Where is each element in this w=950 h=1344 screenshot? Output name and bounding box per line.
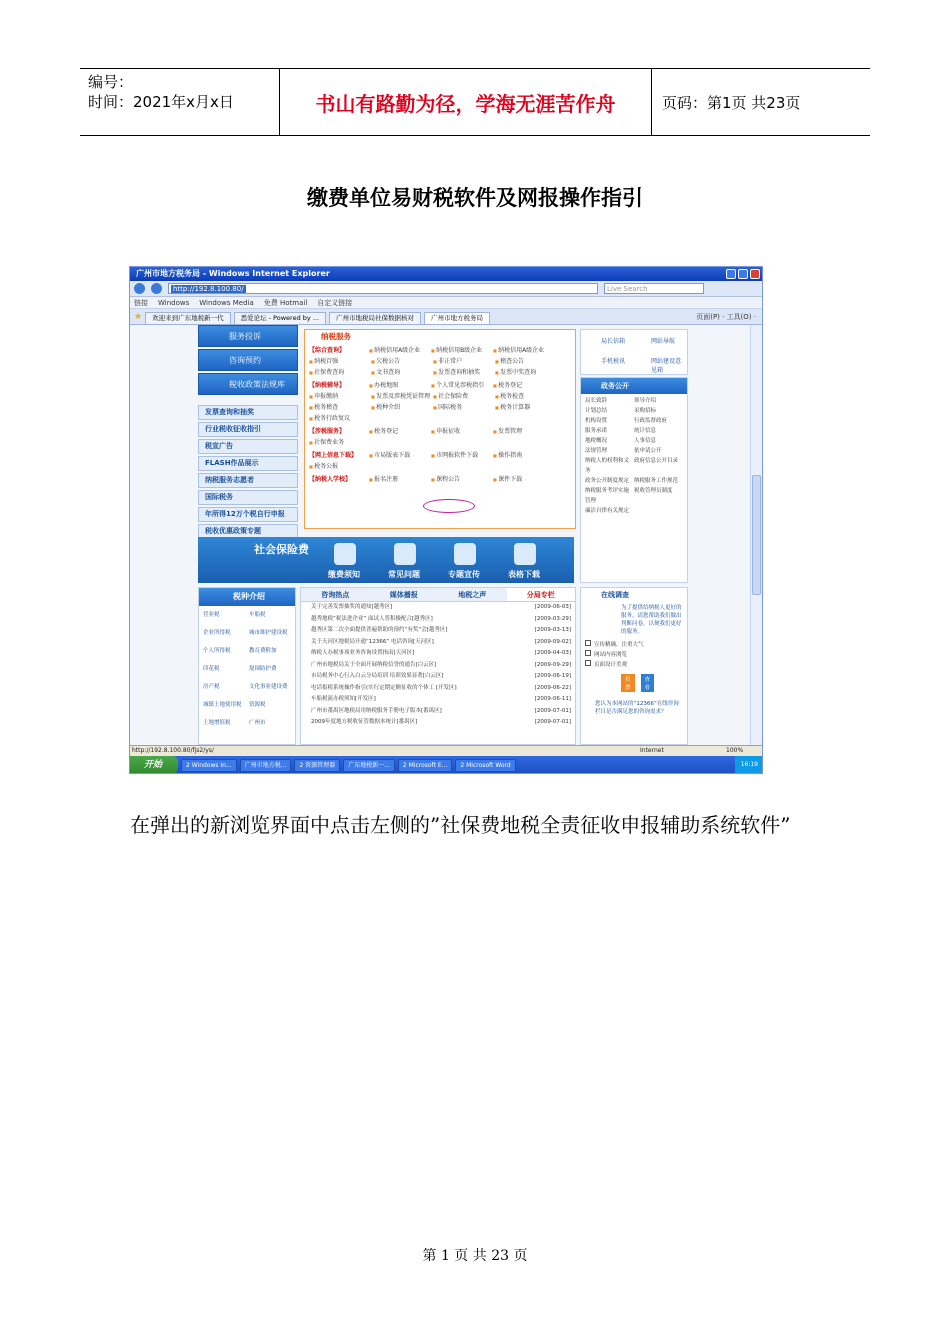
- service-link[interactable]: ■ 申报征收: [431, 426, 493, 437]
- service-link[interactable]: ■ 文书查询: [371, 367, 433, 378]
- tax-type-link[interactable]: 个人所得税: [203, 648, 231, 654]
- news-item[interactable]: [301, 694, 575, 706]
- survey-footer[interactable]: 您认为本网站的“12366”在线咨询栏目是否满足您的咨询需求？: [595, 701, 679, 715]
- gov-affairs-link[interactable]: 纳税服务考评实施管理: [585, 488, 630, 504]
- service-title: 纳税服务: [321, 332, 351, 341]
- search-input[interactable]: Live Search: [604, 283, 704, 294]
- service-link[interactable]: ■ 税务检查: [495, 391, 557, 402]
- browser-tab[interactable]: 欢迎来到广东地税新一代: [145, 312, 231, 324]
- news-tab[interactable]: 咨询热点: [321, 591, 350, 599]
- service-link[interactable]: ■ 纳税信用A级企业: [493, 345, 555, 356]
- checkbox[interactable]: [585, 640, 591, 646]
- news-item[interactable]: [301, 602, 575, 614]
- status-bar: [130, 745, 763, 756]
- gov-affairs-panel: [580, 377, 688, 583]
- gov-affairs-link[interactable]: 计划总结: [585, 408, 608, 414]
- gov-affairs-link[interactable]: 法规管理: [585, 448, 608, 454]
- survey-option-label: 页面设计美观: [594, 662, 628, 668]
- site-nav-link[interactable]: 网站导航: [651, 338, 676, 345]
- left-button[interactable]: 税收政策法规库: [198, 373, 298, 395]
- news-date: [2009-09-02]: [534, 638, 571, 645]
- survey-option[interactable]: [585, 650, 683, 660]
- service-category: 【网上信息下载】: [309, 452, 358, 459]
- tax-type-link[interactable]: 广州市: [249, 720, 266, 726]
- tax-type-link[interactable]: 印花税: [203, 666, 220, 672]
- address-bar-row: [130, 281, 762, 297]
- service-link[interactable]: ■ 纳税信用B级企业: [431, 345, 493, 356]
- tools-menu[interactable]: 页面(P) · 工具(O) ·: [696, 313, 756, 321]
- tax-types-panel: [198, 587, 296, 745]
- news-title[interactable]: 电话报税系统操作指引(实行定期定额征收的个体工 [开发区]: [311, 684, 457, 691]
- news-date: [2009-06-22]: [534, 684, 571, 691]
- header-page-info: 页码：第1页 共23页: [662, 93, 801, 112]
- maximize-icon[interactable]: [738, 269, 748, 279]
- left-menu-item[interactable]: FLASH作品展示: [198, 456, 298, 471]
- gov-affairs-link[interactable]: 服务承诺: [585, 428, 608, 434]
- browser-tab[interactable]: 广州市地税局社保数据核对: [329, 312, 421, 324]
- news-date: [2009-07-01]: [534, 707, 571, 714]
- system-clock: 16:19: [735, 756, 763, 774]
- instruction-paragraph: 在弹出的新浏览界面中点击左侧的”社保费地税全责征收申报辅助系统软件”: [130, 813, 791, 837]
- service-link[interactable]: ■ 报名注册: [369, 474, 431, 485]
- mobile-link[interactable]: 手机税讯: [601, 358, 626, 365]
- browser-tab[interactable]: 广州市地方税务局: [424, 312, 490, 324]
- taskbar-item[interactable]: 2 Microsoft Word: [455, 759, 515, 772]
- service-category: 【综合查询】: [309, 347, 346, 354]
- service-link[interactable]: ■ 操作指南: [493, 450, 555, 461]
- service-link[interactable]: ■ 发票中奖查询: [495, 367, 557, 378]
- gov-affairs-link[interactable]: 纳税人的权利和义务: [585, 458, 630, 474]
- service-link[interactable]: ■ 国际税务: [433, 402, 495, 413]
- banner-title: 社会保险费: [254, 543, 309, 556]
- browser-screenshot: [129, 266, 763, 774]
- number-label: 编号：: [88, 73, 134, 91]
- window-title: 广州市地方税务局 - Windows Internet Explorer: [136, 269, 330, 278]
- news-panel: [300, 587, 576, 745]
- gov-affairs-link[interactable]: 机构设置: [585, 418, 608, 424]
- service-link[interactable]: ■ 个人常见涉税指引: [431, 380, 493, 391]
- service-row: [305, 449, 575, 473]
- page-footer: 第 1 页 共 23 页: [422, 1248, 528, 1264]
- suggestion-link[interactable]: 网站建设意见箱: [651, 358, 682, 374]
- taskbar: [130, 756, 763, 774]
- gov-affairs-link[interactable]: 采购招标: [634, 408, 657, 414]
- link-item[interactable]: Windows: [158, 298, 190, 307]
- service-link[interactable]: ■ 税务公报: [309, 461, 371, 472]
- news-date: [2009-06-03]: [534, 604, 571, 610]
- news-title[interactable]: 车船税流办税须知[开发区]: [311, 696, 376, 702]
- service-row: [305, 425, 575, 449]
- status-zone: Internet: [640, 747, 664, 754]
- checkbox[interactable]: [585, 650, 591, 656]
- tab-bar: [130, 309, 762, 325]
- service-link[interactable]: ■ 社保费查询: [309, 367, 371, 378]
- tax-type-link[interactable]: 堤围防护费: [249, 666, 277, 672]
- browser-tab[interactable]: 悉爱论坛 - Powered by ...: [234, 312, 326, 324]
- service-link[interactable]: ■ 稽查公告: [495, 356, 557, 367]
- link-item[interactable]: 链接: [134, 298, 148, 307]
- gov-affairs-link[interactable]: 地税概况: [585, 438, 608, 444]
- tax-types-title: 税种介绍: [199, 588, 295, 606]
- news-title[interactable]: 纳税人办税事项业务咨询设置指南[天河区]: [311, 650, 415, 656]
- taskbar-item[interactable]: 2 Windows In...: [181, 759, 237, 772]
- banner-link-faq[interactable]: 常见问题: [388, 570, 420, 579]
- service-link[interactable]: ■ 申报缴纳: [309, 391, 371, 402]
- service-link[interactable]: ■ 纳税百强: [309, 356, 371, 367]
- news-date: [2009-03-13]: [534, 627, 571, 633]
- tax-type-link[interactable]: 文化事业建设费: [249, 684, 288, 690]
- address-input[interactable]: http://192.8.100.80/: [168, 283, 598, 294]
- service-link[interactable]: ■ 税种介绍: [371, 402, 433, 413]
- news-title[interactable]: 2009年度地方税收征管数据本统计[番禺区]: [311, 719, 418, 725]
- service-link[interactable]: ■ 发票管理: [493, 426, 555, 437]
- survey-option-label: 网站内容浏览: [594, 652, 628, 658]
- vote-button[interactable]: 投票: [621, 674, 635, 692]
- header-meta: [80, 69, 280, 135]
- service-link[interactable]: ■ 市局版表下载: [369, 450, 431, 461]
- news-item[interactable]: [301, 683, 575, 695]
- service-link[interactable]: ■ 社会保险费: [433, 391, 495, 402]
- left-column: [198, 325, 298, 539]
- gov-affairs-link[interactable]: 政府信息公开目录: [634, 458, 679, 464]
- service-link[interactable]: ■ 市网报软件下载: [431, 450, 493, 461]
- banner-link-notice[interactable]: 缴费须知: [328, 570, 360, 579]
- monitor-icon: [394, 543, 416, 565]
- back-icon[interactable]: [134, 283, 145, 294]
- start-button[interactable]: 开始: [130, 756, 178, 774]
- gov-affairs-link[interactable]: 局长致辞: [585, 398, 608, 404]
- service-link[interactable]: ■ 纳税信用A级企业: [369, 345, 431, 356]
- document-icon: [334, 543, 356, 565]
- news-title[interactable]: 广州市地税局关于全面开展纳税信誉的通告[白云区]: [311, 661, 437, 668]
- news-date: [2009-04-03]: [534, 650, 571, 656]
- left-button[interactable]: 服务投诉: [198, 325, 298, 347]
- news-item[interactable]: [301, 637, 575, 649]
- service-link[interactable]: ■ 课程公告: [431, 474, 493, 485]
- service-row: [305, 473, 575, 486]
- tax-type-link[interactable]: 土地增值税: [203, 720, 231, 726]
- tax-type-link[interactable]: 教育费附加: [249, 648, 277, 654]
- news-date: [2009-06-11]: [534, 696, 571, 702]
- service-link[interactable]: ■ 税务行政复议: [309, 413, 371, 424]
- taskbar-item[interactable]: 2 Microsoft E...: [398, 759, 452, 772]
- time-label: 时间：2021年x月x日: [88, 93, 234, 111]
- news-title[interactable]: 关于天河区地税局开通“12366” 电话咨询[天河区]: [311, 638, 434, 645]
- news-item[interactable]: [301, 717, 575, 729]
- left-menu-item[interactable]: 纳税服务志愿者: [198, 473, 298, 488]
- news-date: [2009-09-29]: [534, 661, 571, 668]
- news-item[interactable]: [301, 660, 575, 672]
- service-link[interactable]: ■ 社保费业务: [309, 437, 371, 448]
- service-category: 【涉税服务】: [309, 428, 346, 435]
- service-category: 【纳税辅导】: [309, 382, 346, 389]
- service-row: [305, 344, 575, 379]
- tax-type-link[interactable]: 企业所得税: [203, 630, 231, 636]
- service-link[interactable]: ■ 税务计算器: [495, 402, 557, 413]
- minimize-icon[interactable]: [726, 269, 736, 279]
- news-title[interactable]: 市局税务中心行入白云分局培训 培训效果显著[白云区]: [311, 673, 444, 679]
- highlight-ellipse: [423, 499, 475, 513]
- left-button[interactable]: 咨询预约: [198, 349, 298, 371]
- gov-affairs-title: 政务公开: [581, 378, 687, 394]
- tax-type-link[interactable]: 城镇土地使用税: [203, 702, 242, 708]
- gov-affairs-link[interactable]: 依申请公开: [634, 448, 662, 454]
- taskbar-item[interactable]: 广东地税新一...: [343, 759, 395, 772]
- gov-affairs-link[interactable]: 政务公开制度规定: [585, 478, 630, 484]
- news-title[interactable]: 越秀地税“税法进企业” 面试人普积极配合[越秀区]: [311, 615, 433, 622]
- status-zoom[interactable]: 100%: [726, 747, 744, 754]
- left-menu-item[interactable]: 年所得12万个税自行申报: [198, 507, 298, 522]
- survey-option-label: 宣传精确，注重大气: [594, 642, 644, 648]
- tax-type-link[interactable]: 城市维护建设税: [249, 630, 288, 636]
- document-header: [80, 68, 870, 136]
- scrollbar-thumb[interactable]: [752, 475, 761, 595]
- survey-option[interactable]: [585, 640, 683, 650]
- banner-link-forms[interactable]: 表格下载: [508, 570, 540, 579]
- links-bar: [130, 297, 762, 309]
- service-link[interactable]: ■ 欠税公告: [371, 356, 433, 367]
- vertical-scrollbar[interactable]: [750, 325, 762, 745]
- news-item[interactable]: [301, 614, 575, 626]
- service-row: [305, 379, 575, 425]
- link-item[interactable]: Windows Media: [199, 298, 254, 307]
- news-title[interactable]: 关于完善发票抽奖的通知[越秀区]: [311, 604, 393, 610]
- header-motto: 书山有路勤为径，学海无涯苦作舟: [280, 69, 652, 135]
- download-icon: [514, 543, 536, 565]
- gov-affairs-link[interactable]: 行政监督政府: [634, 418, 668, 424]
- news-date: [2009-03-29]: [534, 615, 571, 622]
- left-menu-item[interactable]: 国际税务: [198, 490, 298, 505]
- news-item[interactable]: [301, 671, 575, 683]
- gov-affairs-link[interactable]: 人事信息: [634, 438, 657, 444]
- news-date: [2009-06-19]: [534, 673, 571, 679]
- social-insurance-banner: [198, 537, 574, 583]
- news-title[interactable]: 越秀区第二次全面提供普遍帮助的预约“有奖”会[越秀区]: [311, 627, 448, 633]
- gov-affairs-link[interactable]: 纳税服务工作规范: [634, 478, 679, 484]
- service-link[interactable]: ■ 税务登记: [493, 380, 555, 391]
- service-link[interactable]: ■ 课件下载: [493, 474, 555, 485]
- service-block: [304, 329, 576, 529]
- left-menu-item[interactable]: 发票查询和抽奖: [198, 405, 298, 420]
- news-date: [2009-07-01]: [534, 719, 571, 725]
- view-results-button[interactable]: 查看: [641, 674, 655, 692]
- news-tab[interactable]: 分局专栏: [507, 588, 576, 601]
- forward-icon[interactable]: [151, 283, 162, 294]
- news-item[interactable]: [301, 648, 575, 660]
- taskbar-item[interactable]: 2 资源管理器: [294, 759, 340, 772]
- tax-type-link[interactable]: 房产税: [203, 684, 220, 690]
- survey-text: 为了提供给纳税人更好的服务，请您帮助我们做出判断问卷，以便我们更好的服务。: [621, 605, 682, 635]
- left-menu-item[interactable]: 税宣广告: [198, 439, 298, 454]
- gov-affairs-link[interactable]: 统计信息: [634, 428, 657, 434]
- service-link[interactable]: ■ 办税地图: [369, 380, 431, 391]
- taskbar-item[interactable]: 广州市地方税...: [240, 759, 292, 772]
- news-item[interactable]: [301, 625, 575, 637]
- window-title-bar: [130, 267, 762, 281]
- survey-option[interactable]: [585, 660, 683, 670]
- link-item[interactable]: 自定义链接: [317, 298, 353, 307]
- left-menu-item[interactable]: 税收优惠政策专题: [198, 524, 298, 539]
- quick-links: [580, 329, 688, 375]
- close-icon[interactable]: [750, 269, 760, 279]
- document-title: 缴费单位易财税软件及网报操作指引: [307, 185, 643, 210]
- link-item[interactable]: 免费 Hotmail: [263, 298, 308, 307]
- news-tab[interactable]: 媒体播报: [389, 591, 418, 599]
- tax-type-link[interactable]: 营业税: [203, 612, 220, 618]
- mailbox-link[interactable]: 局长信箱: [601, 338, 626, 345]
- left-menu-item[interactable]: 行业税收征收指引: [198, 422, 298, 437]
- survey-title: 在线调查: [601, 591, 629, 599]
- gov-affairs-link[interactable]: 领导介绍: [634, 398, 657, 404]
- upload-icon: [454, 543, 476, 565]
- tax-type-link[interactable]: 资源税: [249, 702, 266, 708]
- news-tab[interactable]: 地税之声: [458, 591, 487, 599]
- banner-link-promo[interactable]: 专题宣传: [448, 570, 480, 579]
- tax-type-link[interactable]: 车船税: [249, 612, 266, 618]
- survey-panel: [580, 587, 688, 745]
- service-link[interactable]: ■ 税务稽查: [309, 402, 371, 413]
- window-controls: [726, 269, 760, 279]
- checkbox[interactable]: [585, 660, 591, 666]
- web-page: [130, 325, 750, 745]
- service-category: 【纳税人学校】: [309, 476, 352, 483]
- news-title[interactable]: 广州市番禺区地税局用纳税服务手册电子版本[番禺区]: [311, 707, 442, 714]
- service-link[interactable]: ■ 发票查询和抽奖: [433, 367, 495, 378]
- gov-affairs-link[interactable]: 廉洁自律有关规定: [585, 508, 630, 514]
- status-url: http://192.8.100.80/fjs2/ys/: [132, 747, 214, 754]
- service-link[interactable]: ■ 税务登记: [369, 426, 431, 437]
- favorites-star-icon[interactable]: ★: [134, 311, 143, 322]
- news-item[interactable]: [301, 706, 575, 718]
- service-link[interactable]: ■ 发票及涉税凭证管理: [371, 391, 433, 402]
- service-link[interactable]: ■ 非正常户: [433, 356, 495, 367]
- gov-affairs-link[interactable]: 税收管理员制度: [634, 488, 673, 494]
